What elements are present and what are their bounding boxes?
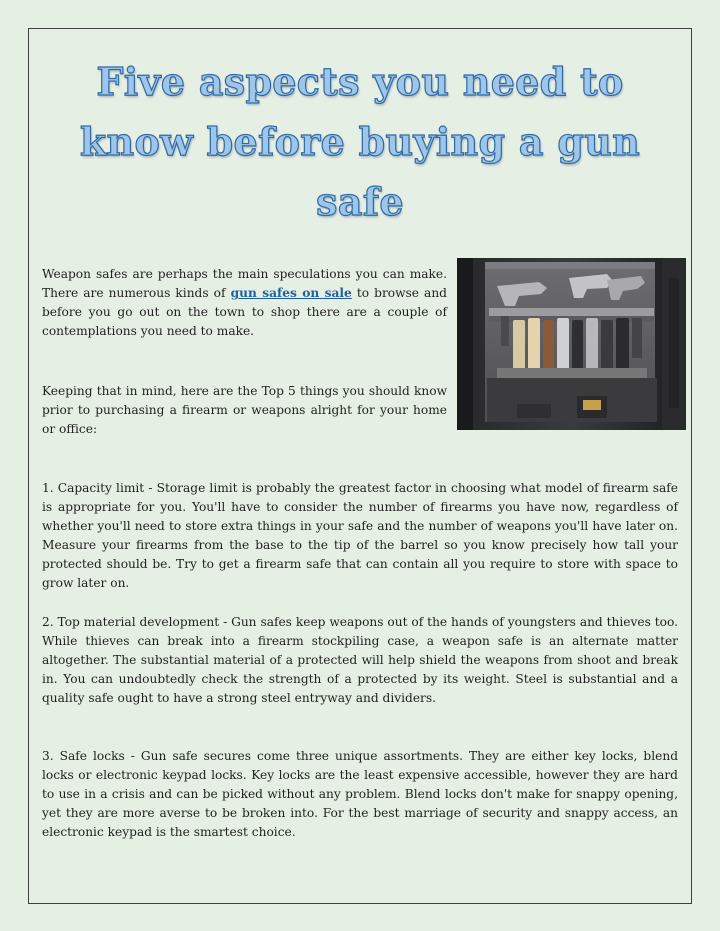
gun-safes-on-sale-link[interactable]: gun safes on sale <box>230 286 352 300</box>
intro-text-end: to browse and before you go out on the town to shop there are a couple of contemplations you need to make. <box>42 286 447 338</box>
top-five-intro-paragraph: Keeping that in mind, here are the Top 5 things you should know prior to purchasing a firearm or weapons alright for your home or office: <box>42 384 447 436</box>
page-title: Five aspects you need to know before buying a gun safe <box>79 59 641 224</box>
gun-safe-photo <box>457 258 686 430</box>
capacity-limit-paragraph: 1. Capacity limit - Storage limit is probably the greatest factor in choosing what model of firearm safe is appropriate for you. You'll have to consider the number of firearms you have now, regardless of whether you'll need to store extra things in your safe and the number of weapons you'll have later on. Measure your firearms from the base to the tip of the barrel so you know precisely how tall your protected should be. Try to get a firearm safe that can contain all you require to store with space to grow later on. <box>42 481 678 590</box>
intro-paragraph <box>42 265 447 341</box>
safe-locks-paragraph: 3. Safe locks - Gun safe secures come three unique assortments. They are either key locks, blend locks or electronic keypad locks. Key locks are the least expensive accessible, however they are hard to use in a crisis and can be picked without any problem. Blend locks don't make for snappy opening, yet they are more averse to be broken into. For the best marriage of security and snappy access, an electronic keypad is the smartest choice. <box>42 749 678 839</box>
intro-text-start: Weapon safes are perhaps the main speculations you can make. There are numerous kinds of <box>42 267 447 300</box>
material-development-paragraph: 2. Top material development - Gun safes keep weapons out of the hands of youngsters and thieves too. While thieves can break into a firearm stockpiling case, a weapon safe is an alternate matter altogether. The substantial material of a protected will help shield the weapons from shoot and break in. You can undoubtedly check the strength of a protected by its weight. Steel is substantial and a quality safe ought to have a strong steel entryway and dividers. <box>42 615 678 705</box>
